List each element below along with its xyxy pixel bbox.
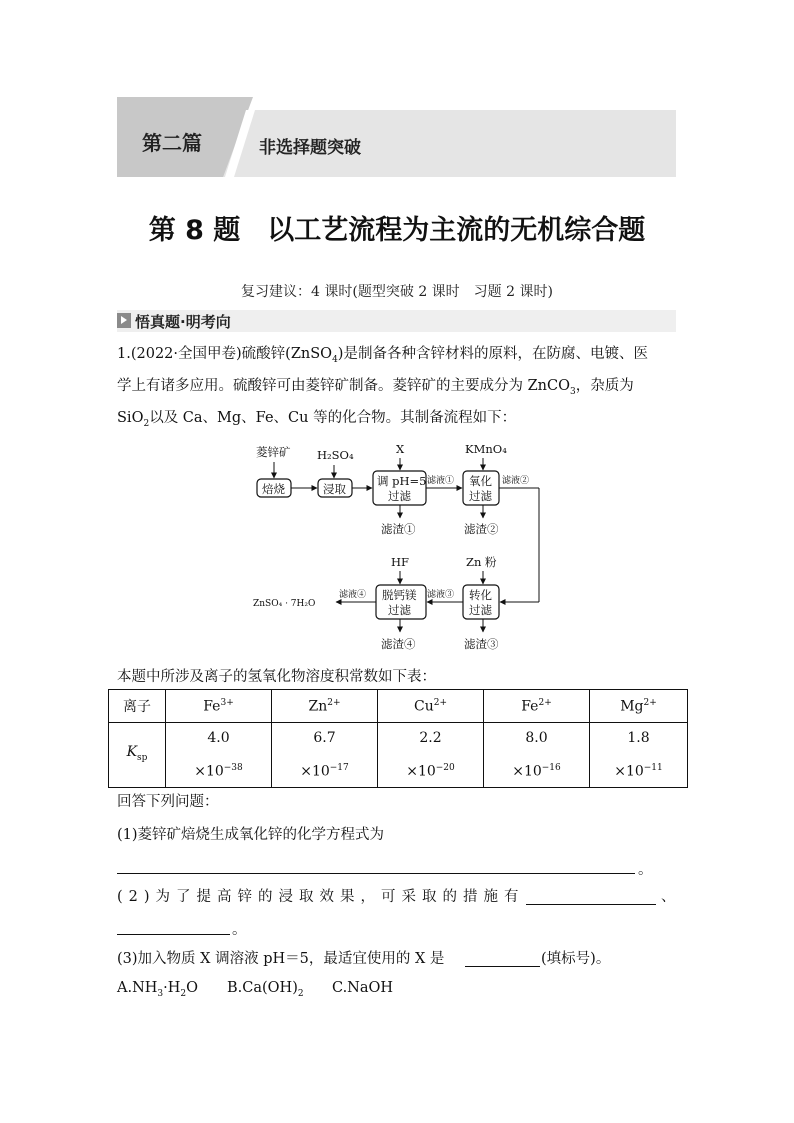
hf-label: HF: [391, 555, 410, 569]
intro-line3-pre: SiO: [117, 409, 144, 426]
x-label: X: [396, 442, 405, 456]
question-3-end: (填标号)。: [541, 951, 611, 967]
roast-label: 焙烧: [262, 482, 285, 496]
question-1-end: 。: [638, 862, 653, 878]
residue2-label: 滤渣②: [464, 522, 499, 536]
study-advice: 复习建议：4 课时(题型突破 2 课时 习题 2 课时): [241, 284, 553, 300]
intro-line1: 1.(2022·全国甲卷)硫酸锌(ZnSO: [117, 346, 333, 362]
conv-label-2: 过滤: [469, 603, 492, 617]
ksp-value-cell: 1.8 $\times 10^{-11}$: [590, 723, 688, 788]
intro-line2-rest: ，杂质为: [575, 377, 634, 394]
ksp-value-cell: 2.2 $\times 10^{-20}$: [378, 723, 484, 788]
ion-cell: $Fe^{2+}$: [484, 690, 590, 723]
option-c: C.NaOH: [332, 980, 394, 996]
ion-cell: $Mg^{2+}$: [590, 690, 688, 723]
table-header-row: [109, 690, 688, 723]
ox-label-2: 过滤: [469, 489, 492, 503]
ph-label-1: 调 pH=5: [377, 474, 427, 488]
table-caption: 本题中所涉及离子的氢氧化物溶度积常数如下表：: [117, 669, 436, 685]
page-title: 第 8 题 以工艺流程为主流的无机综合题: [148, 215, 646, 246]
answer-blank-1[interactable]: [117, 873, 635, 874]
part-label: 第二篇: [142, 131, 202, 155]
question-2: (2)为了提高锌的浸取效果，可采取的措施有: [117, 889, 525, 905]
kmno4-label: KMnO₄: [465, 442, 507, 456]
ox-label-1: 氧化: [469, 474, 492, 488]
ph-label-2: 过滤: [388, 489, 411, 503]
answer-blank-2b[interactable]: [117, 934, 230, 935]
ion-cell: $Fe^{3+}$: [166, 690, 272, 723]
residue4-label: 滤渣④: [381, 637, 416, 651]
filtrate3-label: 滤液③: [427, 590, 455, 600]
residue1-label: 滤渣①: [381, 522, 416, 536]
ksp-value-cell: 4.0 $\times 10^{-38}$: [166, 723, 272, 788]
intro-line1-rest: )是制备各种含锌材料的原料，在防腐、电镀、医: [337, 346, 648, 362]
table-value-row: [109, 723, 688, 788]
answer-lead: 回答下列问题：: [117, 794, 219, 810]
question-2-end: 。: [232, 922, 247, 938]
ion-cell: $Cu^{2+}$: [378, 690, 484, 723]
ion-cell: $Zn^{2+}$: [272, 690, 378, 723]
filtrate2-label: 滤液②: [502, 476, 530, 486]
raw-material-label: 菱锌矿: [256, 445, 291, 459]
ksp-value-cell: 8.0 $\times 10^{-16}$: [484, 723, 590, 788]
answer-blank-2a[interactable]: [526, 904, 656, 905]
part-subtitle: 非选择题突破: [259, 138, 361, 158]
intro-line2-sub: 3: [570, 386, 576, 397]
option-b: $B.Ca(OH)_2$: [227, 980, 304, 999]
intro-line1-sub: 4: [332, 354, 338, 365]
product-label: ZnSO₄ · 7H₂O: [253, 599, 316, 609]
zn-label: Zn 粉: [466, 555, 497, 569]
residue3-label: 滤渣③: [464, 637, 499, 651]
filtrate1-label: 滤液①: [427, 476, 455, 486]
leach-label: 浸取: [323, 482, 346, 496]
intro-line3-sub: 2: [143, 418, 150, 429]
deca-label-1: 脱钙镁: [382, 588, 417, 602]
option-a: $A.NH_3\cdot H_2O$: [117, 980, 199, 999]
ksp-value-cell: 6.7 $\times 10^{-17}$: [272, 723, 378, 788]
ksp-label-cell: $K_{sp}$: [109, 723, 166, 788]
intro-line2: 学上有诸多应用。硫酸锌可由菱锌矿制备。菱锌矿的主要成分为 ZnCO: [117, 377, 571, 394]
process-flow-diagram: [250, 438, 560, 654]
deca-label-2: 过滤: [388, 603, 411, 617]
filtrate4-label: 滤液④: [339, 590, 367, 600]
answer-blank-3[interactable]: [465, 966, 540, 967]
h2so4-label: H₂SO₄: [317, 448, 354, 462]
ksp-table: [108, 689, 688, 788]
conv-label-1: 转化: [469, 588, 492, 602]
question-3: (3)加入物质 X 调溶液 pH＝5，最适宜使用的 X 是: [117, 951, 445, 967]
play-icon: [117, 313, 131, 328]
intro-line3-rest: 以及 Ca、Mg、Fe、Cu 等的化合物。其制备流程如下：: [149, 409, 517, 426]
question-2-separator: 、: [661, 889, 676, 905]
question-1: (1)菱锌矿焙烧生成氧化锌的化学方程式为: [117, 827, 385, 843]
question-intro: [117, 341, 679, 437]
header-label-cell: 离子: [109, 690, 166, 723]
section-title: 悟真题·明考向: [135, 313, 231, 331]
